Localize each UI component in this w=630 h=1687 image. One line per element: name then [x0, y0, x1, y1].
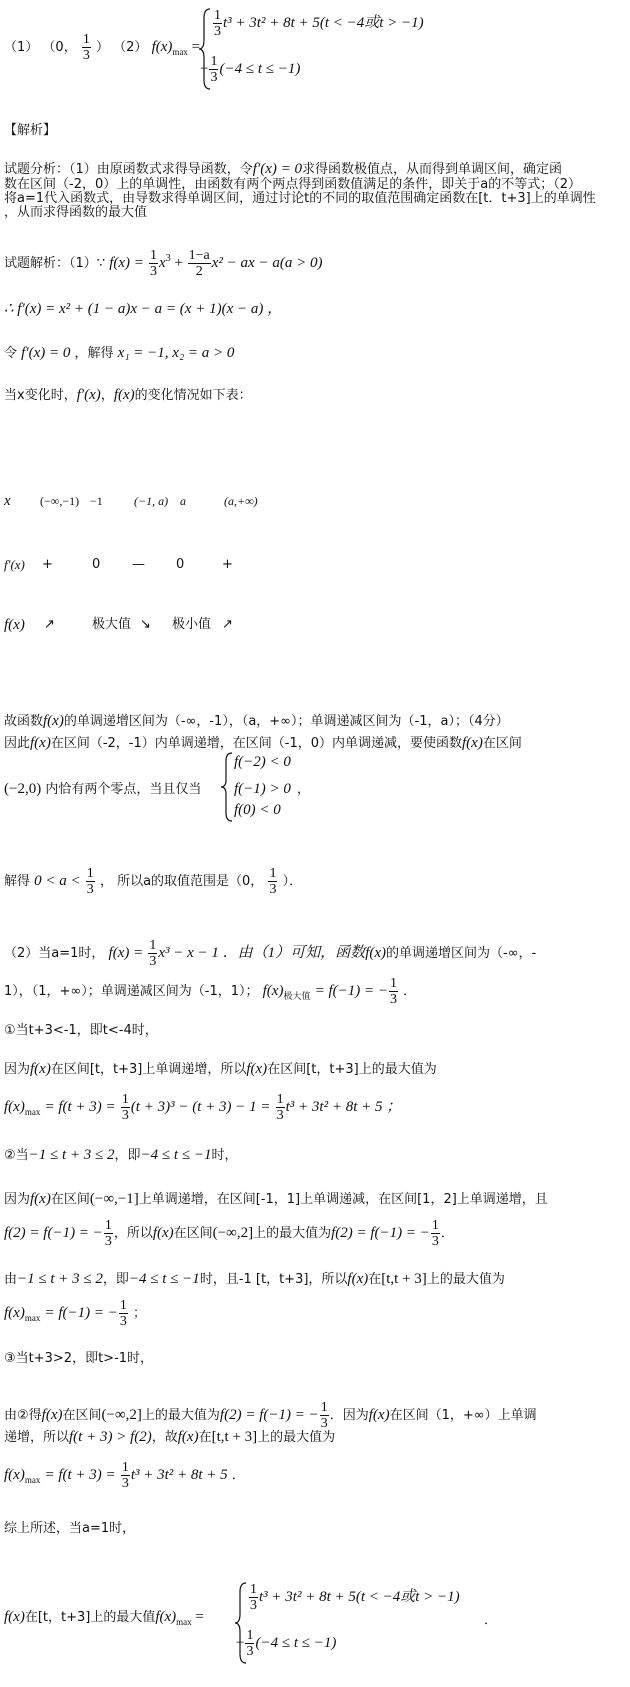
answer-case-1: $\frac{1}{3}$ t³ + 3t² + 8t + 5(t < −4或t > −1) — [214, 8, 424, 39]
arrow-up-icon: ↗ — [222, 617, 233, 632]
analysis-line-3: 将a=1代入函数式，由导数求得单调区间，通过讨论t的不同的取值范围确定函数在[t．t+3]上的单调性 — [4, 191, 596, 206]
conclusion-line-2: 因此f(x)在区间（-2，-1）内单调递增，在区间（-1，0）内单调递减，要使函数f(x)在区间 — [4, 735, 522, 751]
summary-case-2: − $\frac{1}{3}$ (−4 ≤ t ≤ −1) — [236, 1628, 337, 1659]
condition-2: f(−1) > 0 ， — [234, 781, 310, 797]
solution-line-4: 当x变化时，f′(x)，f(x)的变化情况如下表： — [4, 387, 252, 403]
case2-line-2: f(2) = f(−1) = − $\frac{1}{3}$ ，所以f(x)在区间(−∞,2]上的最大值为f(2) = f(−1) = − $\frac{1}{3}$ ． — [4, 1218, 454, 1249]
analysis-line-4: ，从而求得函数的最大值 — [4, 205, 148, 220]
case1-line-1: 因为f(x)在区间[t，t+3]上单调递增，所以f(x)在区间[t，t+3]上的最大值为 — [4, 1061, 437, 1077]
part2-line-1: （2）当a=1时， f(x) = $\frac{1}{3}$ x³ − x − 1 ．由（1）可知，函数f(x)的单调递增区间为（-∞，- — [4, 938, 537, 969]
brace-conditions — [220, 752, 234, 822]
case1-line-2: $f(x)_{max} = f(t + 3)$ = $\frac{1}{3}$ (t + 3)³ − (t + 3) − 1 = $\frac{1}{3}$ t³ + 3t² + 8t + 5 ； — [4, 1092, 402, 1123]
answer-interval-open: （0， — [42, 40, 77, 55]
case3-line-3: $f(x)_{max} = f(t + 3)$ = $\frac{1}{3}$ t³ + 3t² + 8t + 5 ． — [4, 1460, 245, 1491]
summary-period: ． — [484, 1613, 498, 1628]
answer-interval-close: ） — [95, 40, 109, 55]
answer-part2-label: （2） — [113, 40, 148, 55]
part2-line-2: 1），（1，+∞）；单调递减区间为（-1，1）； $f(x)_{极大值} = f(-1)$ = − $\frac{1}{3}$ ． — [4, 976, 417, 1007]
analysis-line-1: 试题分析：（1）由原函数式求得导函数，令f′(x) = 0求得函数极值点，从而得到单调区间，确定函 — [4, 161, 563, 177]
conclusion-line-4: 解得 0 < a < $\frac{1}{3}$ ， 所以a的取值范围是（0， $\frac{1}{3}$ ）． — [4, 866, 303, 897]
fmax-label: f(x) — [151, 39, 173, 55]
solution-line-3: 令 f′(x) = 0 ，解得 x₁ = −1, x₂ = a > 0 — [4, 345, 235, 361]
analysis-heading: 【解析】 — [4, 123, 57, 138]
case2-line-3: 由−1 ≤ t + 3 ≤ 2，即−4 ≤ t ≤ −1时，且-1 [t，t+3]，所以f(x)在[t,t + 3]上的最大值为 — [4, 1271, 505, 1287]
case2-head: ②当−1 ≤ t + 3 ≤ 2，即−4 ≤ t ≤ −1时， — [4, 1147, 238, 1163]
case2-line-1: 因为f(x)在区间(−∞,−1]上单调递增，在区间[-1，1]上单调递减，在区间[1，2]上单调递增，且 — [4, 1191, 548, 1207]
answer-case-2: − $\frac{1}{3}$ (−4 ≤ t ≤ −1) — [200, 54, 301, 85]
condition-1: f(−2) < 0 — [234, 754, 291, 770]
conclusion-line-3: (−2,0) 内恰有两个零点，当且仅当 — [4, 781, 202, 797]
case2-line-4: $f(x)_{max} = f(-1)$ = − $\frac{1}{3}$ ； — [4, 1298, 147, 1329]
case3-line-2: 递增，所以f(t + 3) > f(2)，故f(x)在[t,t + 3]上的最大值为 — [4, 1429, 336, 1445]
case1-head: ①当t+3<-1，即t<-4时， — [4, 1023, 158, 1038]
summary-line-1: f(x)在[t，t+3]上的最大值$f(x)_{max}$ = — [4, 1609, 204, 1627]
condition-3: f(0) < 0 — [234, 802, 281, 818]
fraction-one-third: $\frac{1}{3}$ — [82, 32, 90, 63]
solution-line-2: ∴ f′(x) = x² + (1 − a)x − a = (x + 1)(x − a) ， — [4, 301, 283, 317]
analysis-line-2: 数在区间（-2，0）上的单调性，由函数有两个两点得到函数值满足的条件，即关于a的不等式；（2） — [4, 177, 581, 192]
arrow-down-icon: ↘ — [140, 617, 151, 632]
arrow-up-icon: ↗ — [44, 617, 55, 632]
case3-head: ③当t+3>2，即t>-1时， — [4, 1351, 154, 1366]
summary-case-1: $\frac{1}{3}$ t³ + 3t² + 8t + 5(t < −4或t > −1) — [250, 1582, 460, 1613]
conclusion-line-1: 故函数f(x)的单调递增区间为（-∞，-1），（a，+∞）；单调递减区间为（-1，a）；（4分） — [4, 713, 509, 729]
summary-head: 综上所述，当a=1时， — [4, 1521, 136, 1536]
answer-part1-label: （1） — [4, 40, 39, 55]
answer-line: （1） （0， $\frac{1}{3}$ ） （2） $f(x)_{max}$ = — [4, 32, 201, 63]
case3-line-1: 由②得f(x)在区间(−∞,2]上的最大值为f(2) = f(−1) = − $\frac{1}{3}$ ．因为f(x)在区间（1，+∞）上单调 — [4, 1400, 537, 1431]
solution-line-1: 试题解析：（1）∵ f(x) = $\frac{1}{3}$ $x^3$ + $\frac{1-a}{2}$ x² − ax − a(a > 0) — [4, 248, 323, 279]
